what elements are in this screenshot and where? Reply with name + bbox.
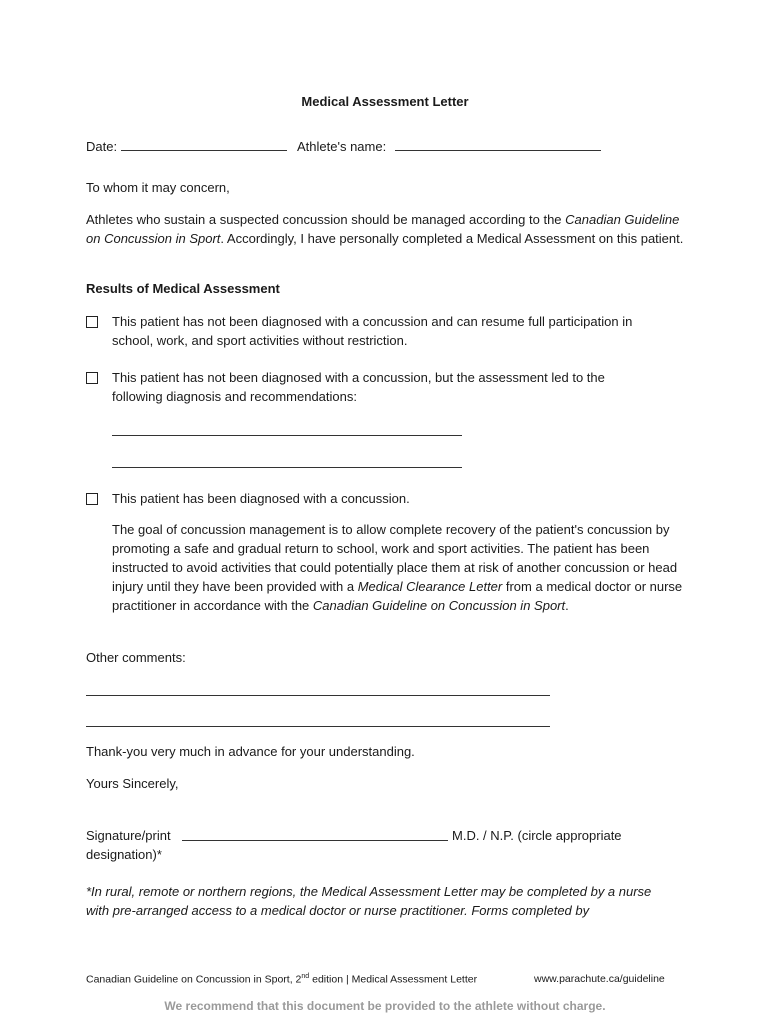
designation-text-2: designation)* bbox=[86, 847, 162, 862]
closing-text: Yours Sincerely, bbox=[86, 776, 179, 791]
results-heading: Results of Medical Assessment bbox=[86, 281, 280, 296]
footer-left-text-a: Canadian Guideline on Concussion in Sport, 2 bbox=[86, 973, 302, 986]
guideline-title: Canadian Guideline on Concussion in Sport bbox=[86, 212, 680, 246]
athlete-name-field[interactable] bbox=[395, 150, 601, 151]
rural-note: *In rural, remote or northern regions, the Medical Assessment Letter may be completed by a nurse with pre-arranged access to a medical doctor or nurse practitioner. Forms completed by bbox=[86, 884, 652, 918]
footer-url[interactable]: www.parachute.ca/guideline bbox=[534, 973, 665, 985]
option1-checkbox[interactable] bbox=[86, 316, 98, 328]
date-field[interactable] bbox=[121, 150, 287, 151]
option3-text: This patient has been diagnosed with a concussion. bbox=[112, 491, 410, 506]
goal-text-2: from a medical doctor or nurse practitioner in accordance with the bbox=[112, 579, 683, 613]
thanks-text: Thank-you very much in advance for your understanding. bbox=[86, 744, 415, 759]
designation-text: M.D. / N.P. (circle appropriate bbox=[452, 828, 622, 843]
footer-left-text-b: edition | Medical Assessment Letter bbox=[309, 973, 478, 986]
option2-checkbox[interactable] bbox=[86, 372, 98, 384]
goal-text-3: . bbox=[565, 598, 569, 613]
signature-label: Signature/print bbox=[86, 828, 171, 843]
date-label: Date: bbox=[86, 139, 118, 154]
bottom-note: We recommend that this document be provided to the athlete without charge. bbox=[164, 999, 606, 1013]
salutation: To whom it may concern, bbox=[86, 180, 230, 195]
signature-field[interactable] bbox=[182, 840, 448, 841]
athlete-name-label: Athlete's name: bbox=[297, 139, 387, 154]
goal-text-1: The goal of concussion management is to allow complete recovery of the patient's concussion by promoting a safe and gradual return to school, work and sport activities. The patient has been instructed to avoid activities that could potentially place them at risk of another concussion or head injury until they have been provided with a bbox=[112, 522, 678, 594]
intro-paragraph bbox=[86, 210, 686, 248]
option1-text: This patient has not been diagnosed with a concussion and can resume full participation in school, work, and sport activities without restriction. bbox=[112, 314, 633, 348]
intro-text-1: Athletes who sustain a suspected concussion should be managed according to the bbox=[86, 212, 566, 227]
intro-text-2: . Accordingly, I have personally completed a Medical Assessment on this patient. bbox=[220, 231, 684, 246]
guideline-title-2: Canadian Guideline on Concussion in Sport bbox=[312, 598, 566, 613]
footer-superscript: nd bbox=[301, 973, 310, 980]
footer-left bbox=[86, 973, 477, 986]
other-comments-label: Other comments: bbox=[86, 650, 186, 665]
comments-line-1[interactable] bbox=[86, 695, 550, 696]
goal-paragraph bbox=[112, 520, 684, 615]
option2-text: This patient has not been diagnosed with a concussion, but the assessment led to the following diagnosis and recommendations: bbox=[112, 370, 605, 404]
diagnosis-line-2[interactable] bbox=[112, 467, 462, 468]
comments-line-2[interactable] bbox=[86, 726, 550, 727]
clearance-letter-title: Medical Clearance Letter bbox=[357, 579, 503, 594]
diagnosis-line-1[interactable] bbox=[112, 435, 462, 436]
document-title: Medical Assessment Letter bbox=[301, 94, 469, 109]
option3-checkbox[interactable] bbox=[86, 493, 98, 505]
